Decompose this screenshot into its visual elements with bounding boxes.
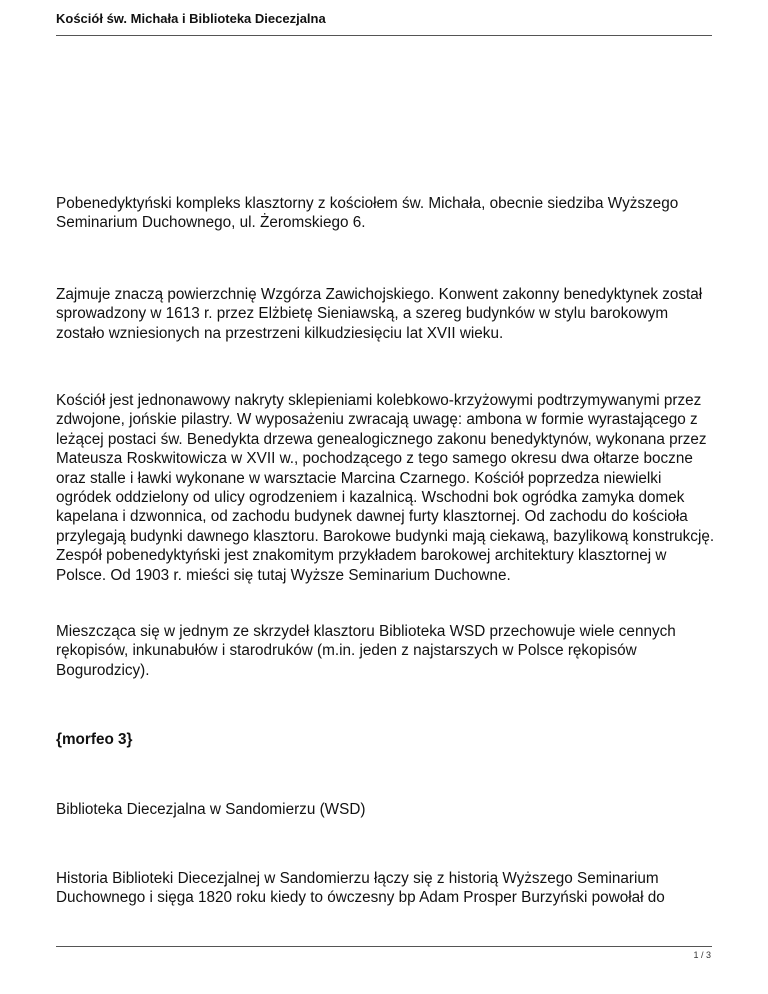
paragraph-library-history: Historia Biblioteki Diecezjalnej w Sandomierzu łączy się z historią Wyższego Seminarium Duchownego i sięga 1820 roku kiedy to ówczesny bp Adam Prosper Burzyński powołał do	[56, 870, 665, 907]
paragraph-history: Zajmuje znaczą powierzchnię Wzgórza Zawichojskiego. Konwent zakonny benedyktynek został sprowadzony w 1613 r. przez Elżbietę Sieniawską, a szereg budynków w stylu barokowym zostało wzniesionych na przestrzeni kilkudziesięciu lat XVII wieku.	[56, 286, 703, 342]
footer-divider	[56, 946, 712, 947]
paragraph-placeholder-tag: {morfeo 3}	[56, 731, 133, 748]
paragraph-library: Mieszcząca się w jednym ze skrzydeł klasztoru Biblioteka WSD przechowuje wiele cennych rękopisów, inkunabułów i starodruków (m.in. jeden z najstarszych w Polsce rękopisów Bogurodzicy).	[56, 623, 676, 679]
paragraph-church-description: Kościół jest jednonawowy nakryty sklepieniami kolebkowo-krzyżowymi podtrzymywanymi przez zdwojone, jońskie pilastry. W wyposażeniu zwracają uwagę: ambona w formie wyrastającego z leżącej postaci św. Benedykta drzewa genealogicznego zakonu benedyktynów, wykonana przez Mateusza Roskwitowicza w XVII w., pochodzącego z tego samego okresu dwa ołtarze boczne oraz stalle i ławki wykonane w warsztacie Marcina Czarnego. Kościół poprzedza niewielki ogródek oddzielony od ulicy ogrodzeniem i kazalnicą. Wschodni bok ogródka zamyka domek kapelana i dzwonnica, od zachodu budynek dawnej furty klasztornej. Od zachodu do kościoła przylegają budynki dawnego klasztoru. Barokowe budynki mają ciekawą, bazylikową konstrukcję. Zespół pobenedyktyński jest znakomitym przykładem barokowej architektury klasztornej w Polsce. Od 1903 r. mieści się tutaj Wyższe Seminarium Duchowne.	[56, 392, 715, 584]
page-header-title: Kościół św. Michała i Biblioteka Diecezjalna	[56, 11, 326, 26]
paragraph-intro: Pobenedyktyński kompleks klasztorny z kościołem św. Michała, obecnie siedziba Wyższego Seminarium Duchownego, ul. Żeromskiego 6.	[56, 195, 679, 232]
page-number: 1 / 3	[693, 950, 711, 960]
paragraph-library-heading: Biblioteka Diecezjalna w Sandomierzu (WSD)	[56, 801, 366, 818]
header-divider	[56, 35, 712, 36]
